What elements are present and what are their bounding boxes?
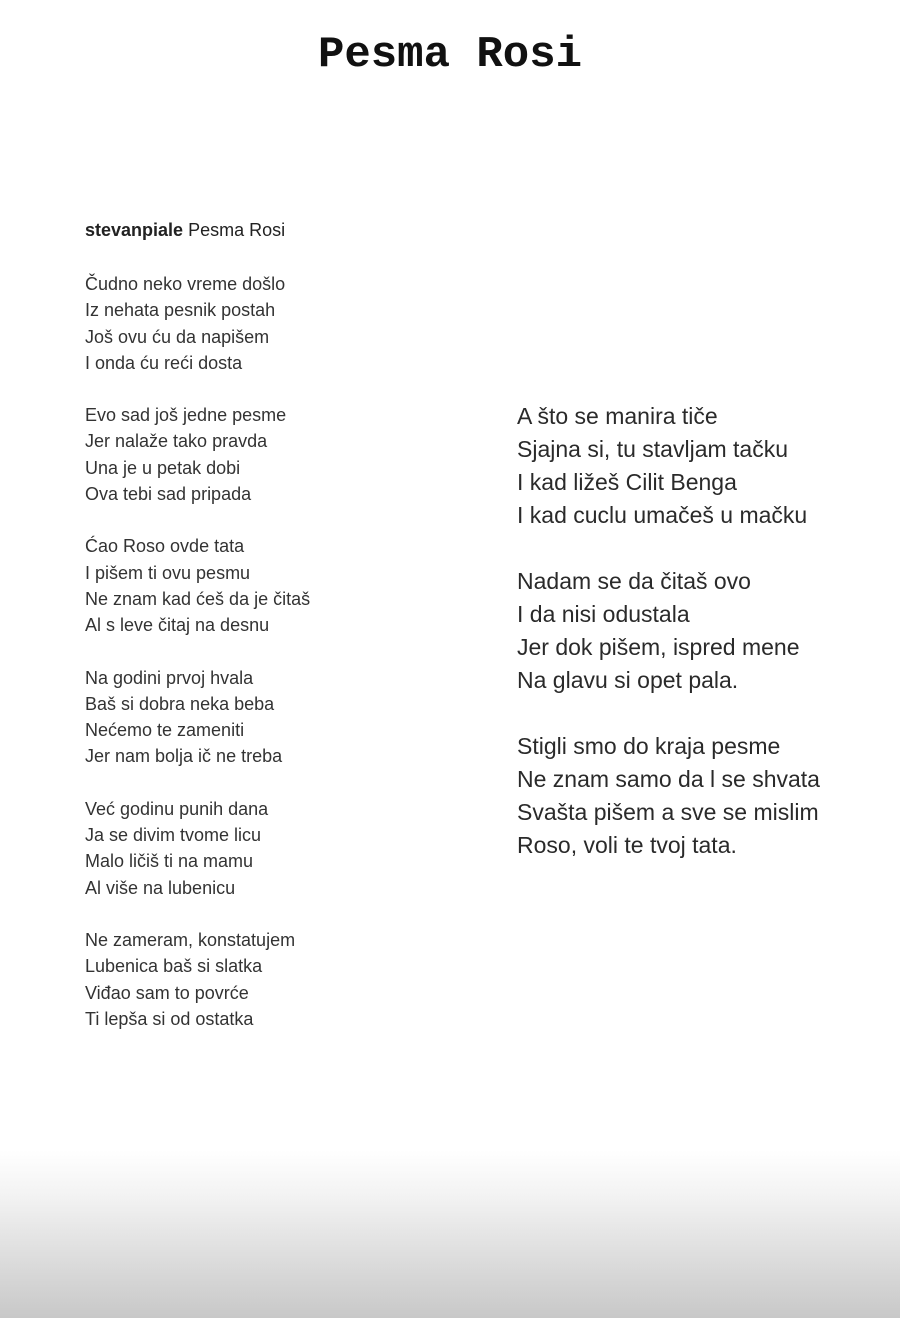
poem-line: Lubenica baš si slatka (85, 956, 263, 977)
poem-line: Al s leve čitaj na desnu (85, 615, 270, 636)
poem-line: Nadam se da čitaš ovo (517, 568, 751, 594)
poem-line: Ja se divim tvome licu (85, 825, 262, 846)
stanza (517, 565, 887, 697)
poem-line: Ti lepša si od ostatka (85, 1008, 254, 1029)
stanza (85, 796, 465, 901)
stanza (517, 400, 887, 532)
poem-line: Baš si dobra neka beba (85, 693, 275, 714)
poem-line: Ova tebi sad pripada (85, 484, 252, 505)
poem-line: Ne znam kad ćeš da je čitaš (85, 588, 311, 609)
poem-line: Svašta pišem a sve se mislim (517, 799, 819, 825)
poem-line: I da nisi odustala (517, 601, 690, 627)
poem-line: Malo ličiš ti na mamu (85, 851, 254, 872)
poem-line: Stigli smo do kraja pesme (517, 733, 781, 759)
poem-line: Iz nehata pesnik postah (85, 300, 276, 321)
stanza (85, 665, 465, 770)
poem-line: I onda ću reći dosta (85, 352, 243, 373)
poem-line: Jer nam bolja ič ne treba (85, 746, 283, 767)
post-caption: Pesma Rosi (188, 220, 286, 240)
poem-line: Evo sad još jedne pesme (85, 405, 287, 426)
poem-line: Viđao sam to povrće (85, 982, 249, 1003)
poem-line: Jer dok pišem, ispred mene (517, 634, 800, 660)
post-header (85, 220, 285, 241)
stanza (85, 533, 465, 638)
poem-line: Roso, voli te tvoj tata. (517, 832, 737, 858)
poem-line: Una je u petak dobi (85, 457, 241, 478)
poem-line: I pišem ti ovu pesmu (85, 562, 251, 583)
poem-line: Na godini prvoj hvala (85, 667, 254, 688)
poem-line: Sjajna si, tu stavljam tačku (517, 436, 789, 462)
poem-line: Al više na lubenicu (85, 877, 236, 898)
stanza (517, 730, 887, 862)
poem-line: Već godinu punih dana (85, 798, 269, 819)
poem-line: Jer nalaže tako pravda (85, 431, 268, 452)
poem-left-column (85, 271, 465, 1058)
stanza (85, 402, 465, 507)
poem-line: I kad cuclu umačeš u mačku (517, 502, 808, 528)
poem-line: Nećemo te zameniti (85, 720, 245, 741)
poem-line: Na glavu si opet pala. (517, 667, 739, 693)
poem-line: Ćao Roso ovde tata (85, 536, 245, 557)
stanza (85, 927, 465, 1032)
stanza (85, 271, 465, 376)
poem-line: Ne znam samo da l se shvata (517, 766, 820, 792)
poem-right-column (517, 400, 887, 895)
page-title: Pesma Rosi (317, 30, 583, 80)
poem-line: I kad ližeš Cilit Benga (517, 469, 737, 495)
username: stevanpiale (85, 220, 184, 240)
poem-line: Čudno neko vreme došlo (85, 274, 286, 294)
poem-line: Još ovu ću da napišem (85, 326, 270, 347)
poem-line: A što se manira tiče (517, 403, 718, 429)
poem-line: Ne zameram, konstatujem (85, 929, 296, 950)
